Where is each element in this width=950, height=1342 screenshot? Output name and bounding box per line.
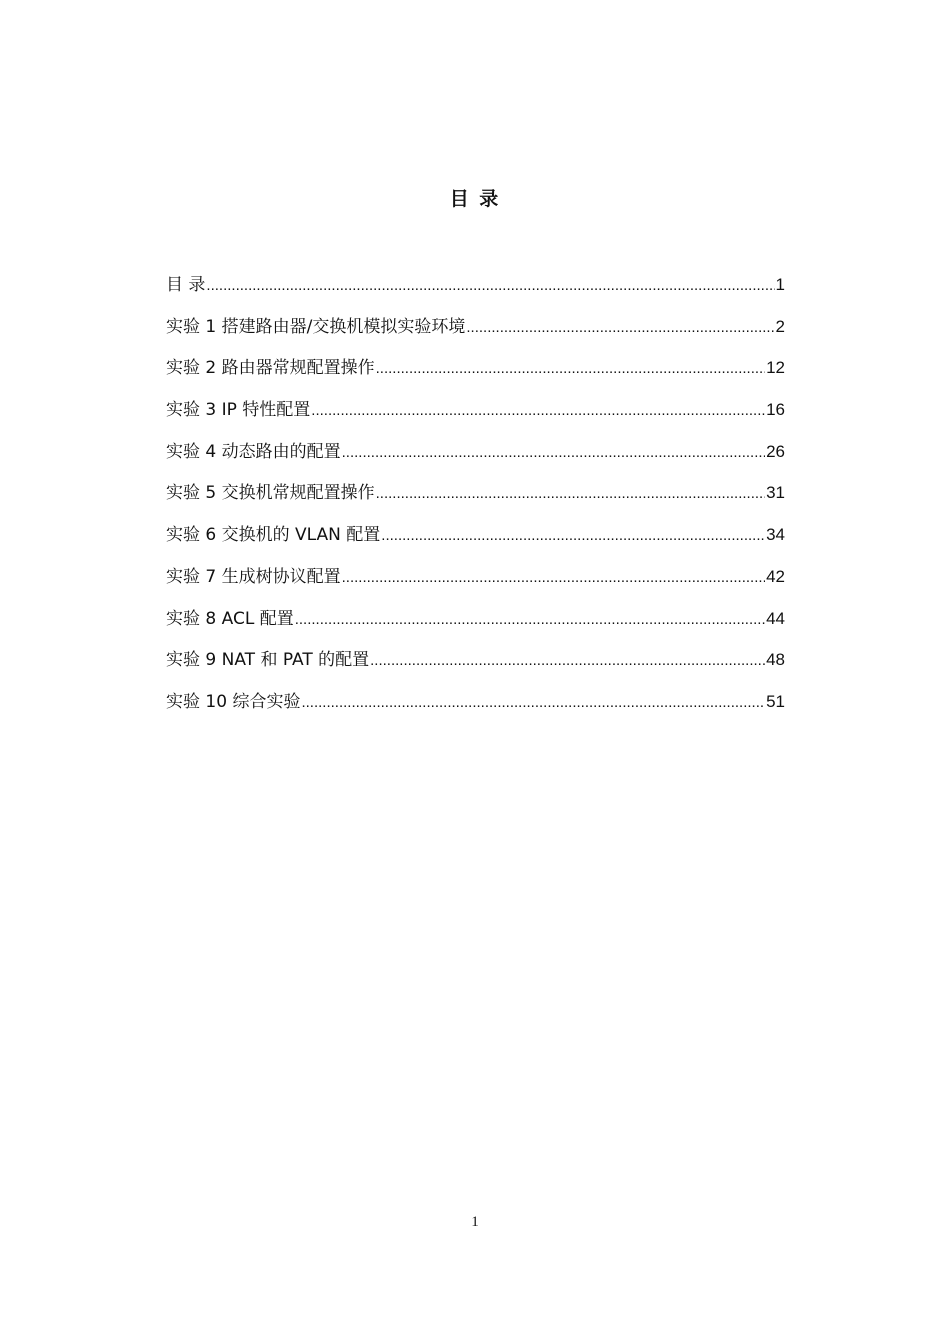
toc-entry-page: 1 — [775, 275, 785, 294]
toc-entry[interactable] — [166, 564, 785, 606]
toc-dot-leader — [206, 273, 774, 299]
toc-entry-page: 44 — [766, 608, 785, 628]
toc-entry-title: 实验 1 搭建路由器/交换机模拟实验环境 — [166, 316, 466, 337]
toc-heading: 目 录 — [449, 188, 501, 210]
toc-entry[interactable] — [166, 355, 785, 397]
toc-entry-title: 实验 4 动态路由的配置 — [166, 441, 341, 462]
toc-entry-title: 实验 8 ACL 配置 — [166, 608, 294, 629]
footer-page-number: 1 — [471, 1214, 479, 1230]
toc-dot-leader — [466, 315, 774, 341]
toc-entry-title: 实验 5 交换机常规配置操作 — [166, 483, 375, 504]
toc-entry[interactable] — [166, 439, 785, 481]
toc-entry-page: 51 — [766, 691, 785, 711]
toc-entry-page: 26 — [766, 441, 785, 461]
toc-dot-leader — [301, 690, 765, 716]
toc-entry-title: 实验 7 生成树协议配置 — [166, 566, 341, 587]
toc-entry-title: 实验 2 路由器常规配置操作 — [166, 358, 375, 379]
toc-entry-title: 实验 3 IP 特性配置 — [166, 400, 311, 421]
toc-dot-leader — [342, 565, 765, 591]
toc-entry-page: 12 — [766, 358, 785, 378]
toc-entry[interactable] — [166, 522, 785, 564]
toc-dot-leader — [295, 607, 765, 633]
toc-entry-page: 2 — [775, 316, 785, 336]
toc-dot-leader — [342, 440, 765, 466]
toc-entry-page: 48 — [766, 650, 785, 670]
toc-entry-page: 34 — [766, 525, 785, 545]
toc-entry[interactable] — [166, 647, 785, 689]
toc-list — [166, 272, 785, 731]
toc-entry-title: 实验 9 NAT 和 PAT 的配置 — [166, 650, 370, 671]
toc-dot-leader — [381, 523, 765, 549]
toc-entry[interactable] — [166, 689, 785, 731]
toc-entry-title: 实验 10 综合实验 — [166, 691, 301, 712]
toc-entry[interactable] — [166, 272, 785, 314]
toc-dot-leader — [376, 481, 765, 507]
toc-dot-leader — [370, 648, 765, 674]
toc-entry-page: 31 — [766, 483, 785, 503]
toc-entry-page: 16 — [766, 400, 785, 420]
toc-entry-title: 实验 6 交换机的 VLAN 配置 — [166, 525, 381, 546]
toc-entry[interactable] — [166, 314, 785, 356]
toc-entry[interactable] — [166, 606, 785, 648]
toc-entry-page: 42 — [766, 566, 785, 586]
toc-entry[interactable] — [166, 480, 785, 522]
toc-dot-leader — [311, 398, 765, 424]
toc-dot-leader — [376, 356, 765, 382]
toc-entry[interactable] — [166, 397, 785, 439]
toc-entry-title: 目 录 — [166, 275, 206, 295]
